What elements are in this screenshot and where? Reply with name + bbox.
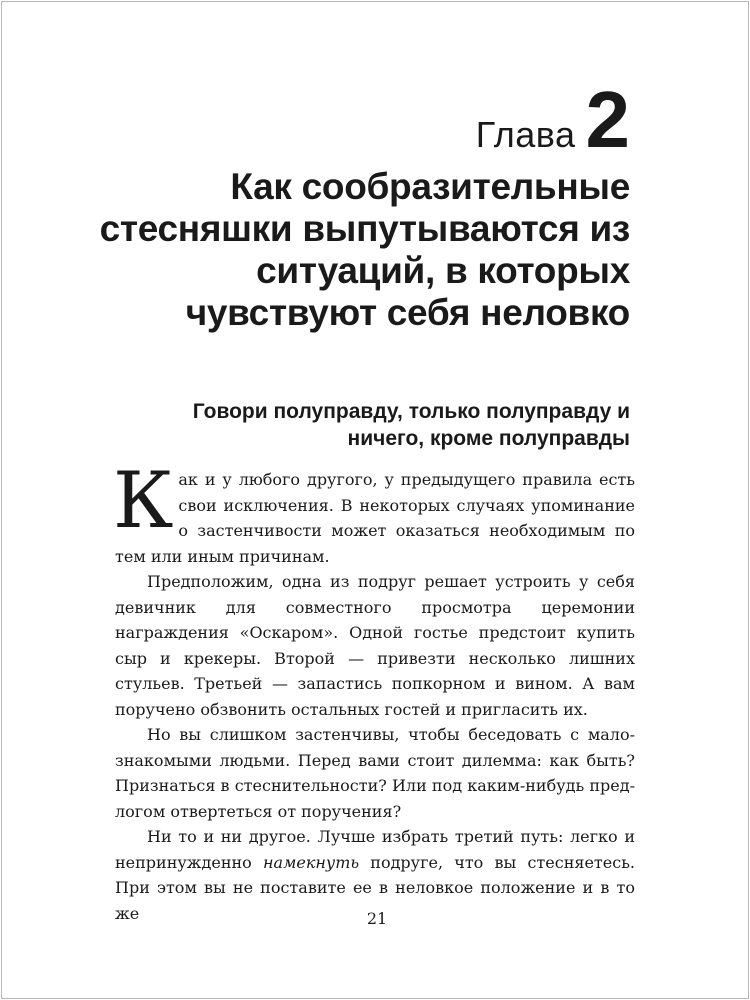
section-title: Говори полуправду, только полуправду и ничего, кроме полуправды [192,400,630,450]
chapter-number: 2 [585,75,630,164]
body-text [113,456,636,926]
book-page [1,1,749,999]
paragraph-3: Но вы слишком застенчивы, чтобы беседовать с малознакомыми людьми. Перед вами стоит дилемма: как быть? Признаться в стеснительности? Или под каким-нибудь предлогом отвертеться от поручения? [115,725,635,821]
paragraph-4-emphasis: намекнуть [263,852,360,872]
chapter-title: Как сообразительные стесняшки выпутываются из ситуаций, в которых чувствуют себя неловко [99,166,630,333]
drop-cap: К [113,456,174,546]
paragraph-1-text: ак и у любого другого, у предыдущего правила есть свои исключения. В некоторых случаях упоминание о застенчивости может оказаться необходимым по тем или иным причинам. [115,470,635,566]
page-number: 21 [366,909,388,928]
paragraph-1 [113,456,635,569]
chapter-word: Глава [475,114,576,155]
paragraph-4-start: Ни то и ни другое. Лучше избрать третий путь: легко и непринужденно [115,827,635,872]
paragraph-2: Предположим, одна из подруг решает устроить у себя девичник для совместного просмотра церемонии награждения «Оскаром». Одной гостье предстоит купить сыр и крекеры. Второй — привезти несколько лишних стульев. Третьей — запастись попкорном и вином. А вам поручено обзвонить остальных гостей и пригласить их. [115,572,635,719]
chapter-label [475,75,630,164]
paragraph-4-end: подруге, что вы стесняетесь. При этом вы не поставите ее в неловкое положение и в то же [115,852,636,923]
